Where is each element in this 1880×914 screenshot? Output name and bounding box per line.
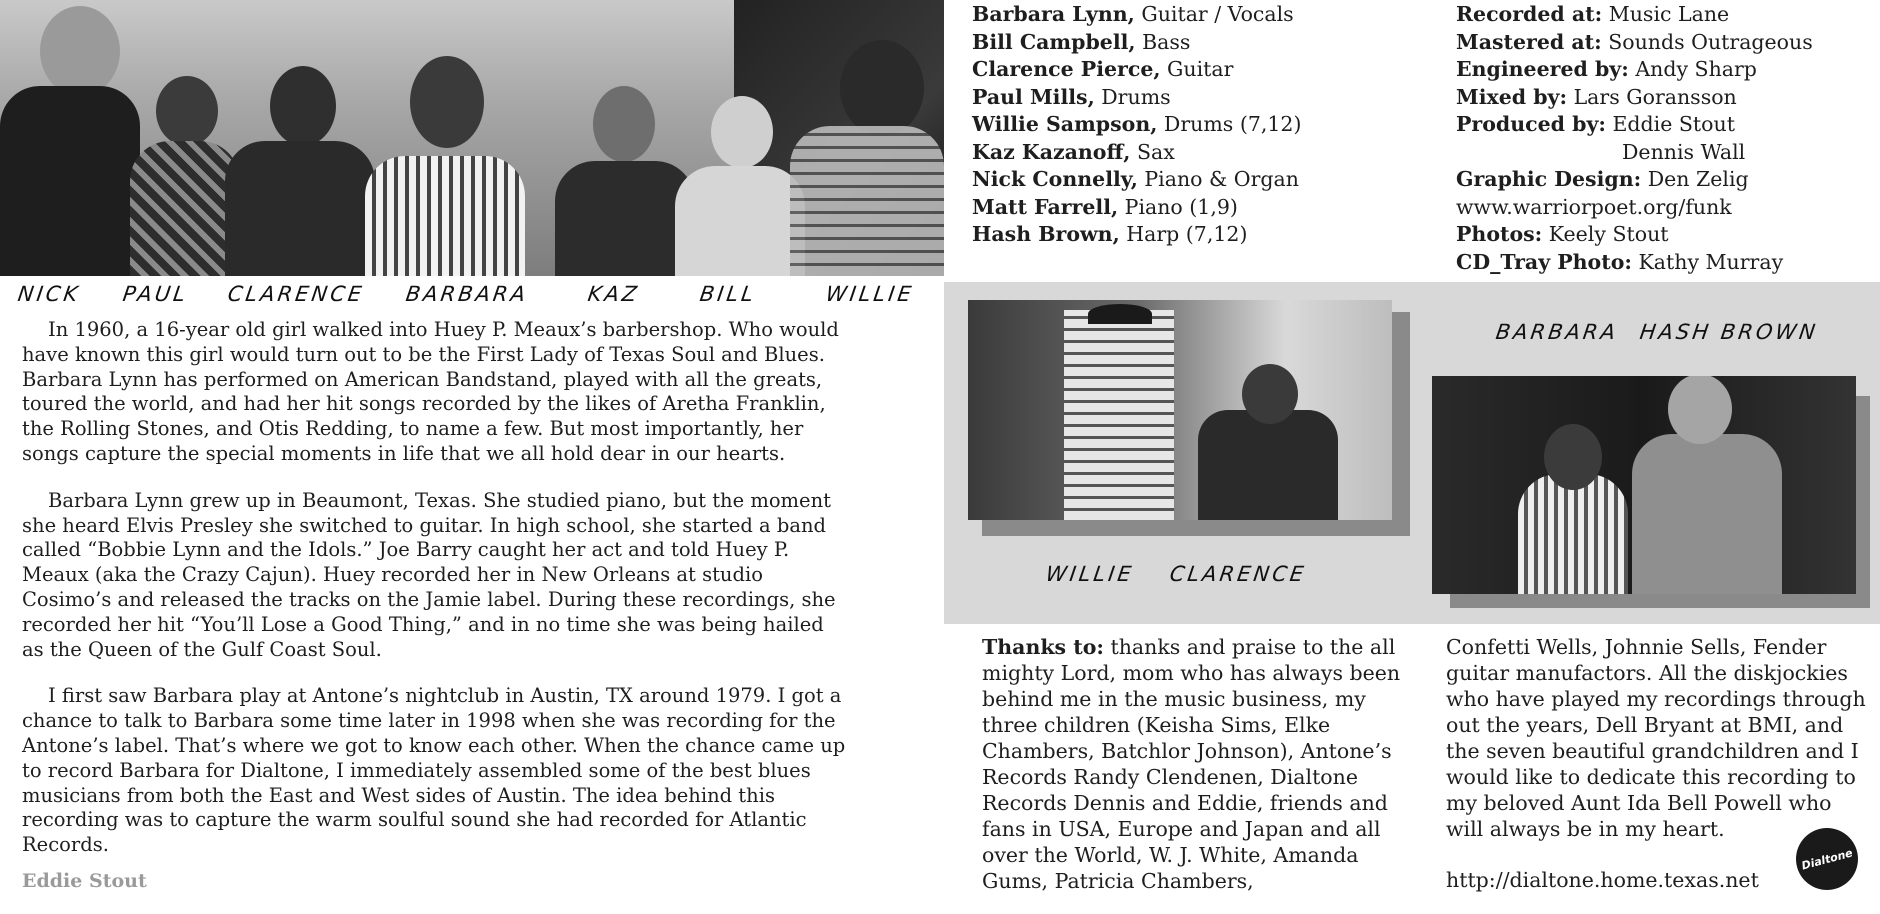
text-line: Records. xyxy=(22,833,109,857)
text-line: Meaux (aka the Crazy Cajun). Huey recorded her in New Orleans at studio xyxy=(22,563,763,587)
thanks-column-right xyxy=(1446,634,1876,842)
figure-clarence xyxy=(1198,410,1338,520)
musician-credits xyxy=(972,1,1412,249)
band-photo xyxy=(0,0,944,276)
text-line: Gums, Patricia Chambers, xyxy=(982,869,1254,893)
author-signature: Eddie Stout xyxy=(22,870,147,892)
caption-barbara: BARBARA xyxy=(404,282,530,306)
caption-nick: NICK xyxy=(16,282,83,306)
text-line: who have played my recordings through xyxy=(1446,687,1866,711)
musician-row: Willie Sampson, Drums (7,12) xyxy=(972,112,1302,136)
person-paul xyxy=(130,76,240,276)
photo-caption-names xyxy=(0,278,944,312)
caption-bill: BILL xyxy=(698,282,758,306)
production-credits xyxy=(1456,1,1876,276)
musician-row: Kaz Kazanoff, Sax xyxy=(972,139,1175,164)
liner-paragraph-3 xyxy=(22,684,922,858)
text-line: have known this girl would turn out to be the First Lady of Texas Soul and Blues. xyxy=(22,342,825,366)
caption-clarence: CLARENCE xyxy=(226,282,366,306)
musician-row: Paul Mills, Drums xyxy=(972,84,1171,109)
text-line: to record Barbara for Dialtone, I immediately assembled some of the best blues xyxy=(22,758,811,782)
liner-notes xyxy=(22,318,922,880)
credit-row: Photos: Keely Stout xyxy=(1456,222,1669,246)
figure-barbara xyxy=(1518,474,1628,594)
text-line: Antone’s label. That’s where we got to know each other. When the chance came up xyxy=(22,733,846,757)
liner-paragraph-1 xyxy=(22,318,922,467)
musician-row: Matt Farrell, Piano (1,9) xyxy=(972,194,1238,219)
credit-row: www.warriorpoet.org/funk xyxy=(1456,194,1732,219)
text-line: I first saw Barbara play at Antone’s nightclub in Austin, TX around 1979. I got a xyxy=(48,684,842,708)
credit-row: Produced by: Eddie Stout xyxy=(1456,112,1735,136)
text-line: three children (Keisha Sims, Elke xyxy=(982,713,1331,737)
figure-barbara-head xyxy=(1544,424,1602,490)
text-line: songs capture the special moments in life that we all hold dear in our hearts. xyxy=(22,441,786,465)
text-line: as the Queen of the Gulf Coast Soul. xyxy=(22,637,382,661)
person-barbara xyxy=(350,56,540,276)
text-line: Thanks to: thanks and praise to the all xyxy=(982,635,1396,659)
credit-row: Mixed by: Lars Goransson xyxy=(1456,84,1737,109)
photo-willie-clarence xyxy=(968,300,1392,520)
figure-clarence-head xyxy=(1242,364,1298,424)
text-line: the seven beautiful grandchildren and I xyxy=(1446,739,1859,763)
musician-row: Nick Connelly, Piano & Organ xyxy=(972,167,1299,191)
text-line: fans in USA, Europe and Japan and all xyxy=(982,817,1381,841)
person-bill xyxy=(675,96,805,276)
caption-barbara-2: BARBARA xyxy=(1494,320,1620,344)
credit-row: Recorded at: Music Lane xyxy=(1456,2,1730,26)
text-line: Records Dennis and Eddie, friends and xyxy=(982,791,1388,815)
text-line: will always be in my heart. xyxy=(1446,817,1725,841)
caption-hash-brown: HASH BROWN xyxy=(1638,320,1820,344)
text-line: would like to dedicate this recording to xyxy=(1446,765,1856,789)
text-line: Records Randy Clendenen, Dialtone xyxy=(982,765,1358,789)
person-kaz xyxy=(555,86,695,276)
text-line: mighty Lord, mom who has always been xyxy=(982,661,1401,685)
text-line: recorded her hit “You’ll Lose a Good Thing,” and in no time she was being hailed xyxy=(22,612,824,636)
text-line: Barbara Lynn grew up in Beaumont, Texas. She studied piano, but the moment xyxy=(48,488,831,512)
musician-row: Clarence Pierce, Guitar xyxy=(972,57,1234,81)
figure-willie-hat xyxy=(1088,304,1152,324)
text-line: behind me in the music business, my xyxy=(982,687,1366,711)
text-line: the Rolling Stones, and Otis Redding, to name a few. But most importantly, her xyxy=(22,417,804,441)
musician-row: Barbara Lynn, Guitar / Vocals xyxy=(972,2,1294,26)
person-nick xyxy=(0,6,140,276)
text-line: my beloved Aunt Ida Bell Powell who xyxy=(1446,791,1832,815)
credit-row: Dennis Wall xyxy=(1622,139,1746,164)
figure-hash-brown-head xyxy=(1668,376,1732,444)
person-willie xyxy=(790,40,944,276)
photo-barbara-hash-brown xyxy=(1432,376,1856,594)
text-line: toured the world, and had her hit songs recorded by the likes of Aretha Franklin, xyxy=(22,392,826,416)
text-line: over the World, W. J. White, Amanda xyxy=(982,843,1359,867)
text-line: recording was to capture the warm soulful sound she had recorded for Atlantic xyxy=(22,808,807,832)
caption-paul: PAUL xyxy=(121,282,190,306)
website-link[interactable]: http://dialtone.home.texas.net xyxy=(1446,868,1759,892)
liner-paragraph-2 xyxy=(22,489,922,663)
caption-willie-2: WILLIE xyxy=(1044,562,1136,586)
dialtone-logo: Dialtone xyxy=(1796,828,1858,890)
text-line: chance to talk to Barbara some time later in 1998 when she was recording for the xyxy=(22,709,836,733)
musician-row: Bill Campbell, Bass xyxy=(972,29,1191,54)
text-line: Chambers, Batchlor Johnson), Antone’s xyxy=(982,739,1392,763)
credit-row: Mastered at: Sounds Outrageous xyxy=(1456,29,1813,54)
text-line: out the years, Dell Bryant at BMI, and xyxy=(1446,713,1844,737)
text-line: Barbara Lynn has performed on American Bandstand, played with all the greats, xyxy=(22,367,823,391)
text-line: In 1960, a 16-year old girl walked into Huey P. Meaux’s barbershop. Who would xyxy=(48,318,839,341)
text-line: called “Bobbie Lynn and the Idols.” Joe Barry caught her act and told Huey P. xyxy=(22,538,790,562)
text-line: musicians from both the East and West sides of Austin. The idea behind this xyxy=(22,783,775,807)
caption-willie: WILLIE xyxy=(824,282,916,306)
caption-clarence-2: CLARENCE xyxy=(1168,562,1308,586)
text-line: guitar manufactors. All the diskjockies xyxy=(1446,661,1848,685)
figure-willie xyxy=(1064,310,1174,520)
text-line: Confetti Wells, Johnnie Sells, Fender xyxy=(1446,635,1827,659)
credit-row: Graphic Design: Den Zelig xyxy=(1456,167,1749,191)
figure-hash-brown xyxy=(1632,434,1782,594)
text-line: Cosimo’s and released the tracks on the Jamie label. During these recordings, she xyxy=(22,587,836,611)
credit-row: CD_Tray Photo: Kathy Murray xyxy=(1456,249,1784,274)
credit-row: Engineered by: Andy Sharp xyxy=(1456,57,1757,81)
text-line: she heard Elvis Presley she switched to guitar. In high school, she started a band xyxy=(22,513,827,537)
musician-row: Hash Brown, Harp (7,12) xyxy=(972,222,1248,246)
thanks-column-left xyxy=(982,634,1412,894)
caption-kaz: KAZ xyxy=(586,282,642,306)
